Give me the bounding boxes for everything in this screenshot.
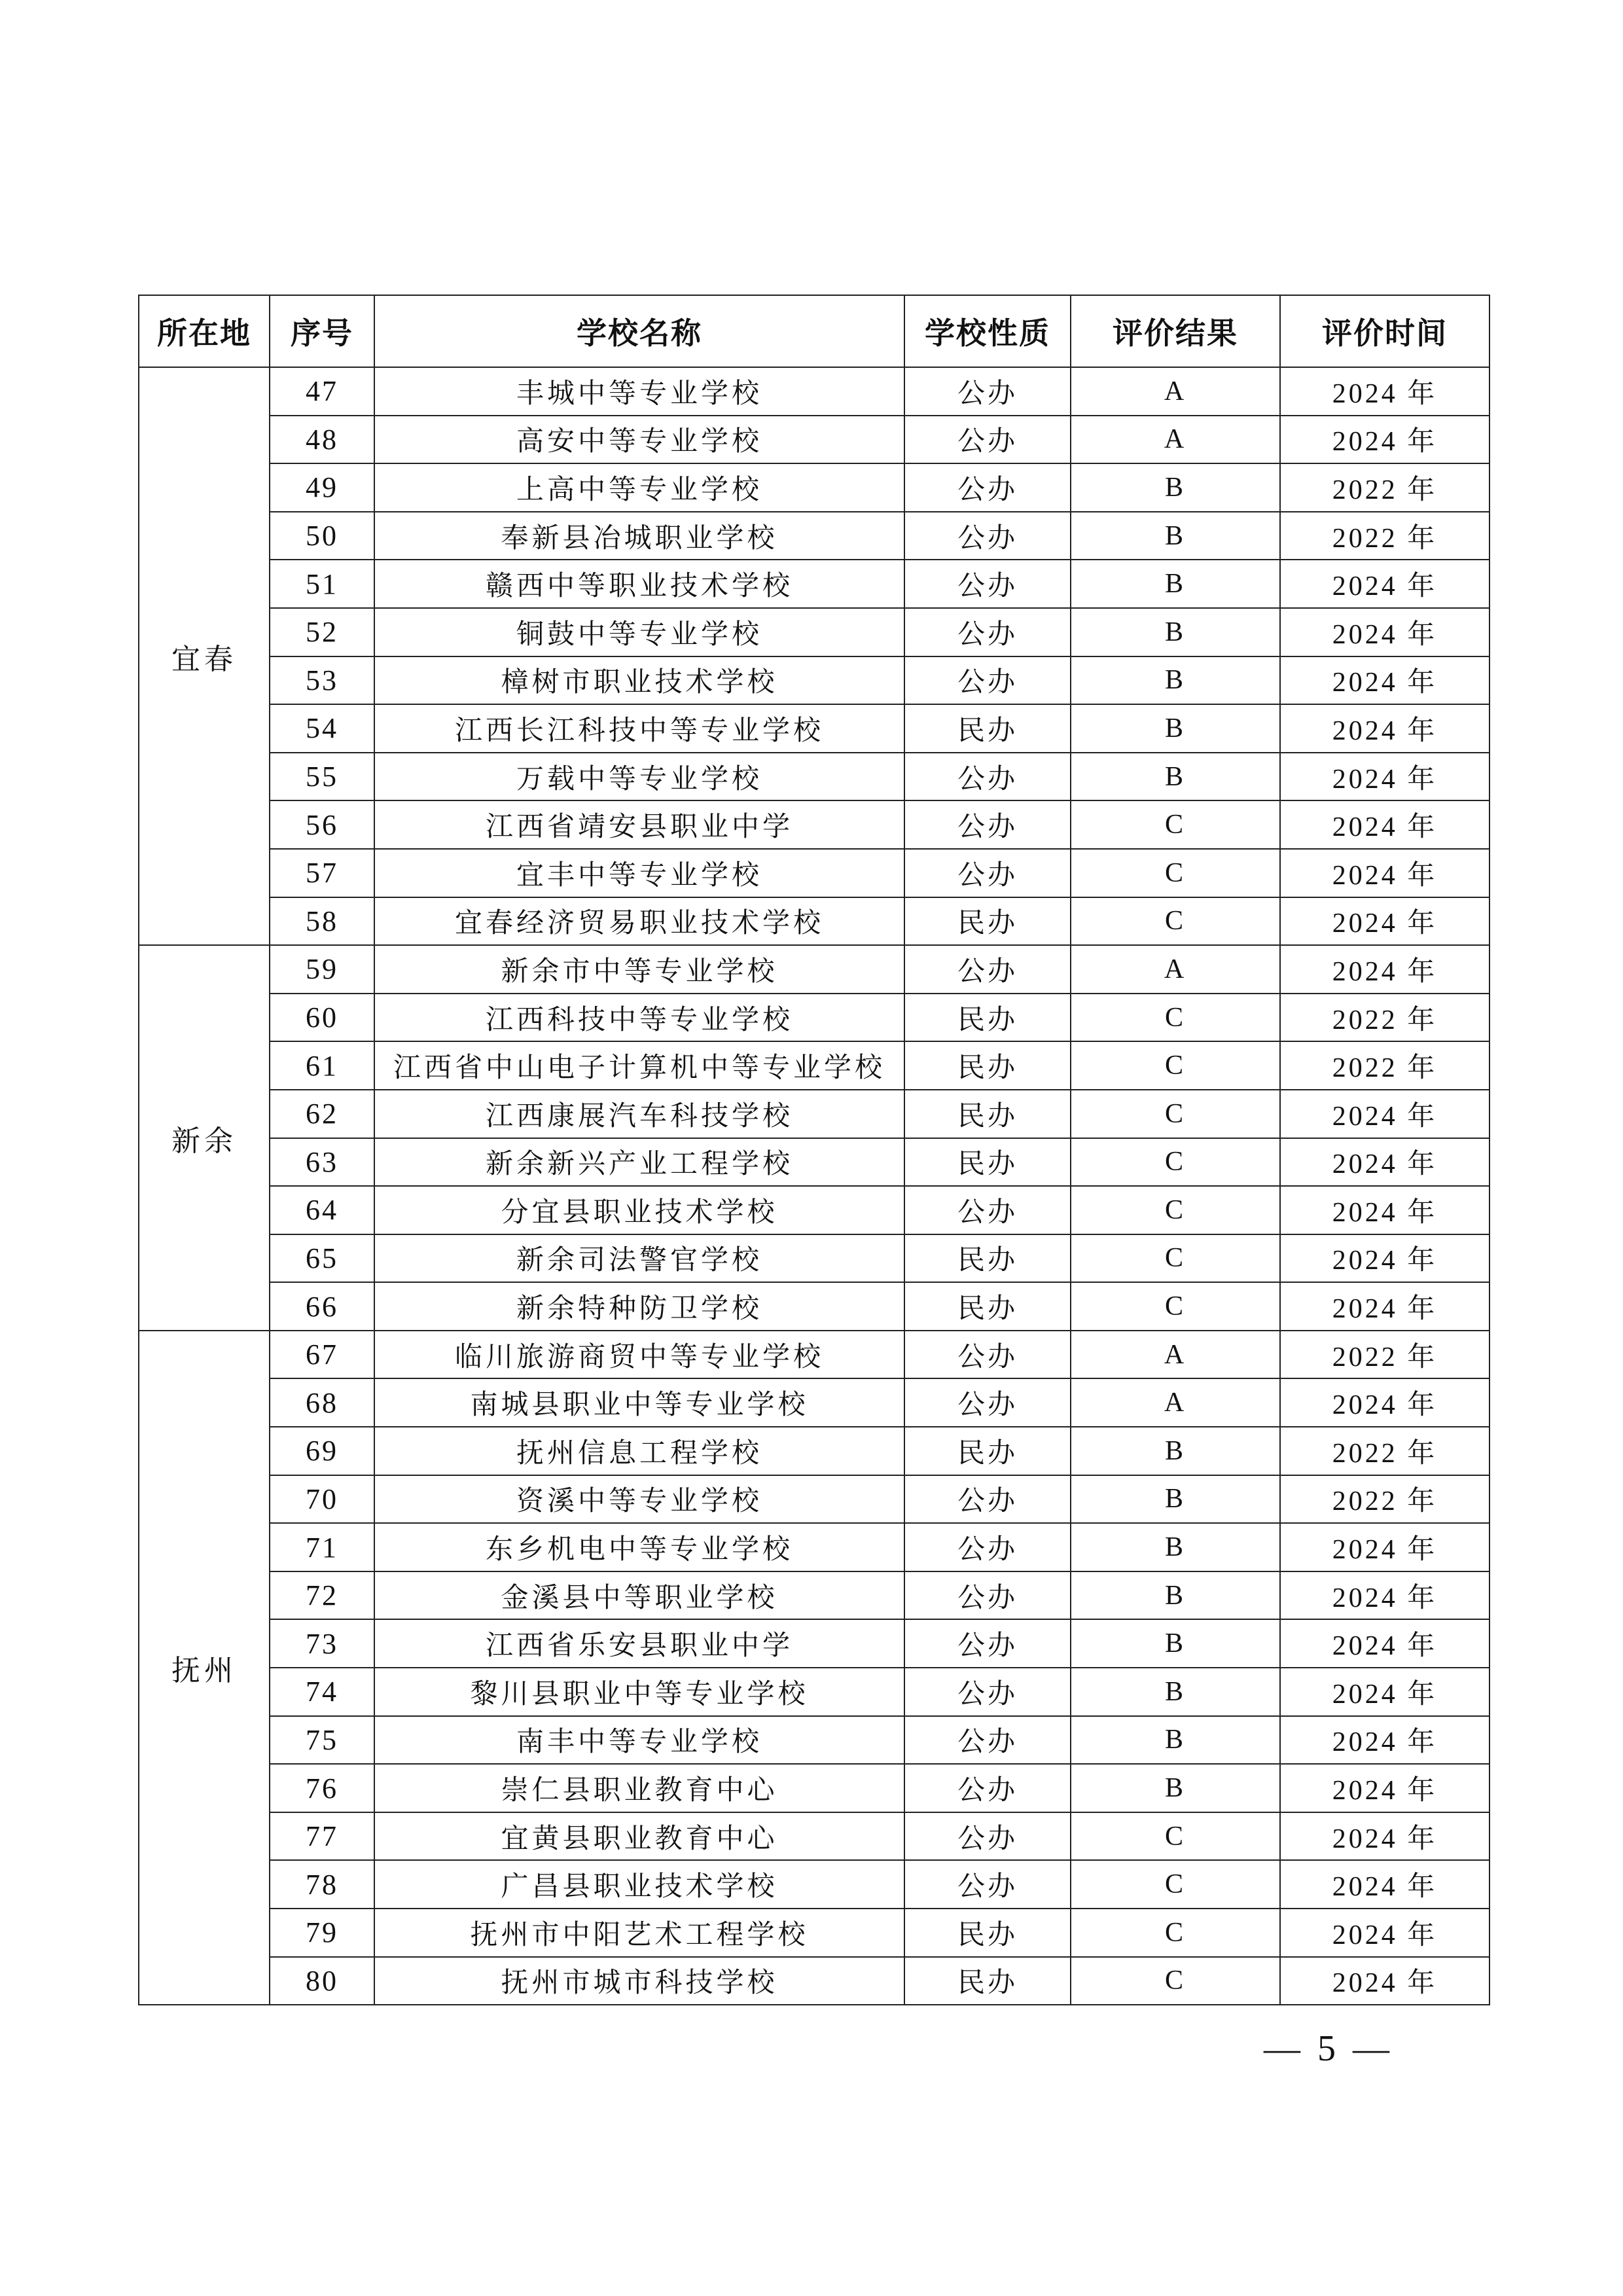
- school-type-cell: 民办: [904, 1282, 1071, 1331]
- evaluation-result-cell: B: [1071, 1427, 1280, 1475]
- school-type-cell: 公办: [904, 753, 1071, 801]
- region-cell: 新余: [139, 945, 270, 1331]
- school-type-cell: 公办: [904, 1764, 1071, 1812]
- school-name-cell: 黎川县职业中等专业学校: [374, 1668, 904, 1716]
- school-type-cell: 公办: [904, 608, 1071, 656]
- number-cell: 50: [270, 512, 374, 560]
- evaluation-result-cell: C: [1071, 849, 1280, 897]
- school-type-cell: 公办: [904, 560, 1071, 608]
- number-cell: 53: [270, 656, 374, 705]
- table-row: [139, 1571, 1489, 1620]
- table-row: [139, 656, 1489, 705]
- evaluation-time-cell: 2024 年: [1280, 1957, 1489, 2005]
- table-row: [139, 1812, 1489, 1861]
- header-evaluation-time: 评价时间: [1280, 295, 1489, 367]
- school-name-cell: 奉新县冶城职业学校: [374, 512, 904, 560]
- evaluation-result-cell: B: [1071, 656, 1280, 705]
- region-cell: 抚州: [139, 1331, 270, 2005]
- evaluation-result-cell: B: [1071, 512, 1280, 560]
- evaluation-result-cell: B: [1071, 463, 1280, 512]
- number-cell: 77: [270, 1812, 374, 1861]
- school-type-cell: 公办: [904, 1378, 1071, 1427]
- evaluation-time-cell: 2024 年: [1280, 1378, 1489, 1427]
- header-school-name: 学校名称: [374, 295, 904, 367]
- number-cell: 62: [270, 1090, 374, 1138]
- header-region: 所在地: [139, 295, 270, 367]
- number-cell: 57: [270, 849, 374, 897]
- number-cell: 72: [270, 1571, 374, 1620]
- table-row: [139, 1378, 1489, 1427]
- evaluation-result-cell: B: [1071, 1571, 1280, 1620]
- evaluation-time-cell: 2024 年: [1280, 1571, 1489, 1620]
- school-name-cell: 铜鼓中等专业学校: [374, 608, 904, 656]
- evaluation-time-cell: 2024 年: [1280, 608, 1489, 656]
- school-type-cell: 公办: [904, 945, 1071, 994]
- number-cell: 49: [270, 463, 374, 512]
- school-type-cell: 公办: [904, 1668, 1071, 1716]
- evaluation-result-cell: B: [1071, 608, 1280, 656]
- evaluation-result-cell: C: [1071, 1909, 1280, 1957]
- evaluation-time-cell: 2024 年: [1280, 849, 1489, 897]
- table-row: [139, 1475, 1489, 1524]
- school-type-cell: 公办: [904, 1331, 1071, 1379]
- evaluation-time-cell: 2024 年: [1280, 1764, 1489, 1812]
- evaluation-result-cell: B: [1071, 1764, 1280, 1812]
- evaluation-time-cell: 2024 年: [1280, 897, 1489, 946]
- evaluation-result-cell: B: [1071, 1619, 1280, 1668]
- evaluation-result-cell: C: [1071, 1041, 1280, 1090]
- school-name-cell: 江西科技中等专业学校: [374, 994, 904, 1042]
- number-cell: 69: [270, 1427, 374, 1475]
- number-cell: 75: [270, 1716, 374, 1765]
- school-type-cell: 民办: [904, 1041, 1071, 1090]
- evaluation-result-cell: C: [1071, 1138, 1280, 1187]
- table-row: [139, 1186, 1489, 1234]
- table-row: [139, 800, 1489, 849]
- table-row: [139, 1860, 1489, 1909]
- school-name-cell: 崇仁县职业教育中心: [374, 1764, 904, 1812]
- school-name-cell: 东乡机电中等专业学校: [374, 1523, 904, 1571]
- school-name-cell: 高安中等专业学校: [374, 416, 904, 464]
- number-cell: 48: [270, 416, 374, 464]
- number-cell: 56: [270, 800, 374, 849]
- school-name-cell: 新余市中等专业学校: [374, 945, 904, 994]
- school-type-cell: 公办: [904, 1475, 1071, 1524]
- table-row: [139, 897, 1489, 946]
- school-type-cell: 公办: [904, 1619, 1071, 1668]
- school-name-cell: 新余特种防卫学校: [374, 1282, 904, 1331]
- school-name-cell: 金溪县中等职业学校: [374, 1571, 904, 1620]
- school-name-cell: 江西长江科技中等专业学校: [374, 704, 904, 753]
- school-name-cell: 宜丰中等专业学校: [374, 849, 904, 897]
- school-type-cell: 民办: [904, 994, 1071, 1042]
- evaluation-time-cell: 2024 年: [1280, 1186, 1489, 1234]
- table-row: [139, 994, 1489, 1042]
- evaluation-result-cell: A: [1071, 416, 1280, 464]
- school-name-cell: 南丰中等专业学校: [374, 1716, 904, 1765]
- evaluation-result-cell: B: [1071, 1668, 1280, 1716]
- number-cell: 55: [270, 753, 374, 801]
- school-evaluation-table: [138, 295, 1490, 2005]
- school-type-cell: 公办: [904, 512, 1071, 560]
- table-row: [139, 512, 1489, 560]
- evaluation-time-cell: 2024 年: [1280, 367, 1489, 416]
- evaluation-time-cell: 2022 年: [1280, 1331, 1489, 1379]
- table-row: [139, 1138, 1489, 1187]
- table-row: [139, 945, 1489, 994]
- evaluation-time-cell: 2024 年: [1280, 1090, 1489, 1138]
- evaluation-result-cell: B: [1071, 1716, 1280, 1765]
- school-type-cell: 公办: [904, 416, 1071, 464]
- evaluation-result-cell: B: [1071, 560, 1280, 608]
- region-cell: 宜春: [139, 367, 270, 945]
- evaluation-result-cell: A: [1071, 945, 1280, 994]
- evaluation-time-cell: 2024 年: [1280, 560, 1489, 608]
- school-type-cell: 公办: [904, 800, 1071, 849]
- school-name-cell: 江西康展汽车科技学校: [374, 1090, 904, 1138]
- school-name-cell: 南城县职业中等专业学校: [374, 1378, 904, 1427]
- school-name-cell: 广昌县职业技术学校: [374, 1860, 904, 1909]
- evaluation-result-cell: A: [1071, 1331, 1280, 1379]
- number-cell: 59: [270, 945, 374, 994]
- header-evaluation-result: 评价结果: [1071, 295, 1280, 367]
- number-cell: 51: [270, 560, 374, 608]
- school-type-cell: 公办: [904, 1860, 1071, 1909]
- evaluation-result-cell: C: [1071, 897, 1280, 946]
- header-row: [139, 295, 1489, 367]
- school-name-cell: 江西省靖安县职业中学: [374, 800, 904, 849]
- school-name-cell: 江西省乐安县职业中学: [374, 1619, 904, 1668]
- evaluation-time-cell: 2022 年: [1280, 994, 1489, 1042]
- school-name-cell: 赣西中等职业技术学校: [374, 560, 904, 608]
- school-name-cell: 资溪中等专业学校: [374, 1475, 904, 1524]
- evaluation-time-cell: 2022 年: [1280, 463, 1489, 512]
- table-row: [139, 1523, 1489, 1571]
- number-cell: 70: [270, 1475, 374, 1524]
- table-row: [139, 608, 1489, 656]
- school-name-cell: 樟树市职业技术学校: [374, 656, 904, 705]
- school-type-cell: 民办: [904, 1138, 1071, 1187]
- evaluation-result-cell: A: [1071, 367, 1280, 416]
- evaluation-time-cell: 2024 年: [1280, 1909, 1489, 1957]
- evaluation-result-cell: C: [1071, 1186, 1280, 1234]
- table-row: [139, 1764, 1489, 1812]
- evaluation-time-cell: 2024 年: [1280, 1138, 1489, 1187]
- school-type-cell: 公办: [904, 1186, 1071, 1234]
- evaluation-result-cell: C: [1071, 1090, 1280, 1138]
- evaluation-result-cell: B: [1071, 704, 1280, 753]
- school-name-cell: 宜黄县职业教育中心: [374, 1812, 904, 1861]
- evaluation-time-cell: 2024 年: [1280, 416, 1489, 464]
- school-type-cell: 民办: [904, 1090, 1071, 1138]
- number-cell: 76: [270, 1764, 374, 1812]
- number-cell: 60: [270, 994, 374, 1042]
- table-row: [139, 463, 1489, 512]
- number-cell: 47: [270, 367, 374, 416]
- evaluation-result-cell: B: [1071, 753, 1280, 801]
- number-cell: 64: [270, 1186, 374, 1234]
- table-row: [139, 416, 1489, 464]
- evaluation-time-cell: 2024 年: [1280, 704, 1489, 753]
- evaluation-result-cell: B: [1071, 1475, 1280, 1524]
- evaluation-time-cell: 2024 年: [1280, 1523, 1489, 1571]
- evaluation-result-cell: C: [1071, 1957, 1280, 2005]
- number-cell: 54: [270, 704, 374, 753]
- table-row: [139, 1427, 1489, 1475]
- school-type-cell: 民办: [904, 1957, 1071, 2005]
- evaluation-time-cell: 2024 年: [1280, 1716, 1489, 1765]
- table-row: [139, 704, 1489, 753]
- header-number: 序号: [270, 295, 374, 367]
- evaluation-time-cell: 2024 年: [1280, 800, 1489, 849]
- school-name-cell: 丰城中等专业学校: [374, 367, 904, 416]
- school-type-cell: 公办: [904, 656, 1071, 705]
- number-cell: 79: [270, 1909, 374, 1957]
- evaluation-time-cell: 2024 年: [1280, 1812, 1489, 1861]
- school-name-cell: 上高中等专业学校: [374, 463, 904, 512]
- table-row: [139, 1909, 1489, 1957]
- number-cell: 63: [270, 1138, 374, 1187]
- table-row: [139, 1234, 1489, 1283]
- evaluation-result-cell: B: [1071, 1523, 1280, 1571]
- table-row: [139, 560, 1489, 608]
- evaluation-result-cell: C: [1071, 1860, 1280, 1909]
- evaluation-result-cell: C: [1071, 800, 1280, 849]
- number-cell: 66: [270, 1282, 374, 1331]
- evaluation-result-cell: C: [1071, 994, 1280, 1042]
- school-name-cell: 临川旅游商贸中等专业学校: [374, 1331, 904, 1379]
- school-name-cell: 宜春经济贸易职业技术学校: [374, 897, 904, 946]
- number-cell: 68: [270, 1378, 374, 1427]
- header-school-type: 学校性质: [904, 295, 1071, 367]
- school-name-cell: 抚州信息工程学校: [374, 1427, 904, 1475]
- school-name-cell: 新余司法警官学校: [374, 1234, 904, 1283]
- evaluation-time-cell: 2024 年: [1280, 945, 1489, 994]
- table-row: [139, 1282, 1489, 1331]
- evaluation-result-cell: A: [1071, 1378, 1280, 1427]
- evaluation-time-cell: 2024 年: [1280, 1619, 1489, 1668]
- school-name-cell: 抚州市中阳艺术工程学校: [374, 1909, 904, 1957]
- evaluation-time-cell: 2022 年: [1280, 1427, 1489, 1475]
- evaluation-time-cell: 2022 年: [1280, 512, 1489, 560]
- number-cell: 73: [270, 1619, 374, 1668]
- table-row: [139, 849, 1489, 897]
- evaluation-result-cell: C: [1071, 1282, 1280, 1331]
- evaluation-time-cell: 2022 年: [1280, 1041, 1489, 1090]
- school-name-cell: 万载中等专业学校: [374, 753, 904, 801]
- number-cell: 61: [270, 1041, 374, 1090]
- evaluation-time-cell: 2024 年: [1280, 1282, 1489, 1331]
- school-type-cell: 民办: [904, 1234, 1071, 1283]
- evaluation-time-cell: 2024 年: [1280, 1668, 1489, 1716]
- school-type-cell: 民办: [904, 1427, 1071, 1475]
- table-row: [139, 1041, 1489, 1090]
- table-row: [139, 753, 1489, 801]
- school-name-cell: 抚州市城市科技学校: [374, 1957, 904, 2005]
- evaluation-result-cell: C: [1071, 1812, 1280, 1861]
- evaluation-time-cell: 2024 年: [1280, 1234, 1489, 1283]
- table-row: [139, 367, 1489, 416]
- page-number: — 5 —: [1264, 2028, 1393, 2069]
- school-type-cell: 民办: [904, 897, 1071, 946]
- school-type-cell: 公办: [904, 1571, 1071, 1620]
- table-row: [139, 1090, 1489, 1138]
- table-header: [139, 295, 1489, 367]
- school-type-cell: 民办: [904, 1909, 1071, 1957]
- school-type-cell: 公办: [904, 367, 1071, 416]
- number-cell: 71: [270, 1523, 374, 1571]
- school-name-cell: 分宜县职业技术学校: [374, 1186, 904, 1234]
- school-name-cell: 江西省中山电子计算机中等专业学校: [374, 1041, 904, 1090]
- school-type-cell: 公办: [904, 849, 1071, 897]
- table-body: [139, 367, 1489, 2005]
- school-type-cell: 民办: [904, 704, 1071, 753]
- number-cell: 65: [270, 1234, 374, 1283]
- table-row: [139, 1331, 1489, 1379]
- number-cell: 58: [270, 897, 374, 946]
- school-type-cell: 公办: [904, 1716, 1071, 1765]
- evaluation-time-cell: 2024 年: [1280, 1860, 1489, 1909]
- evaluation-time-cell: 2022 年: [1280, 1475, 1489, 1524]
- school-name-cell: 新余新兴产业工程学校: [374, 1138, 904, 1187]
- table-row: [139, 1668, 1489, 1716]
- number-cell: 67: [270, 1331, 374, 1379]
- school-type-cell: 公办: [904, 1523, 1071, 1571]
- table-row: [139, 1957, 1489, 2005]
- school-type-cell: 公办: [904, 1812, 1071, 1861]
- evaluation-result-cell: C: [1071, 1234, 1280, 1283]
- number-cell: 74: [270, 1668, 374, 1716]
- number-cell: 52: [270, 608, 374, 656]
- number-cell: 80: [270, 1957, 374, 2005]
- evaluation-time-cell: 2024 年: [1280, 656, 1489, 705]
- school-type-cell: 公办: [904, 463, 1071, 512]
- number-cell: 78: [270, 1860, 374, 1909]
- table-row: [139, 1716, 1489, 1765]
- evaluation-time-cell: 2024 年: [1280, 753, 1489, 801]
- table-row: [139, 1619, 1489, 1668]
